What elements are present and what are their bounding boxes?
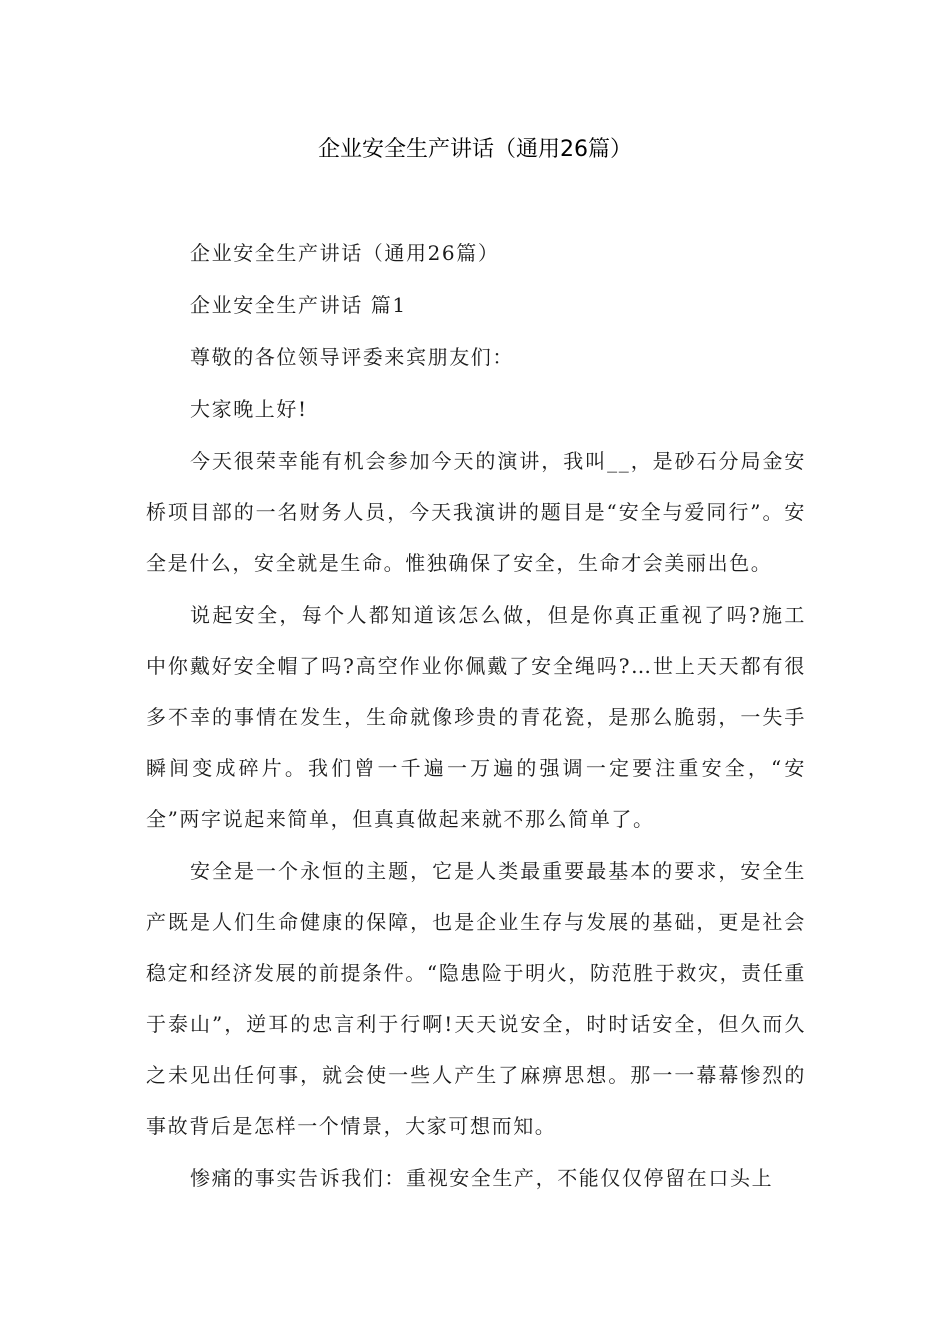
paragraph-subtitle: 企业安全生产讲话（通用26篇） <box>190 241 500 265</box>
document-title: 企业安全生产讲话（通用26篇） <box>318 137 632 162</box>
paragraph-salutation: 尊敬的各位领导评委来宾朋友们： <box>190 345 514 369</box>
paragraph-body: 说起安全，每个人都知道该怎么做，但是你真正重视了吗?施工中你戴好安全帽了吗?高空作业你佩戴了安全绳吗?…世上天天都有很多不幸的事情在发生，生命就像珍贵的青花瓷，是那么脆弱，一失手瞬间变成碎片。我们曾一千遍一万遍的强调一定要注重安全，“安全”两字说起来简单，但真真做起来就不那么简单了。 <box>146 603 806 831</box>
paragraph-body: 今天很荣幸能有机会参加今天的演讲，我叫__，是砂石分局金安桥项目部的一名财务人员，今天我演讲的题目是“安全与爱同行”。安全是什么，安全就是生命。惟独确保了安全，生命才会美丽出色。 <box>146 449 806 575</box>
paragraph-greeting: 大家晚上好! <box>190 397 308 421</box>
paragraph-body: 惨痛的事实告诉我们：重视安全生产，不能仅仅停留在口头上 <box>190 1166 774 1190</box>
paragraph-section-heading: 企业安全生产讲话 篇1 <box>190 293 407 317</box>
document-body <box>146 228 806 1205</box>
paragraph-body: 安全是一个永恒的主题，它是人类最重要最基本的要求，安全生产既是人们生命健康的保障，也是企业生存与发展的基础，更是社会稳定和经济发展的前提条件。“隐患险于明火，防范胜于救灾，责任重于泰山”，逆耳的忠言利于行啊!天天说安全，时时话安全，但久而久之未见出任何事，就会使一些人产生了麻痹思想。那一一幕幕惨烈的事故背后是怎样一个情景，大家可想而知。 <box>146 859 806 1138</box>
